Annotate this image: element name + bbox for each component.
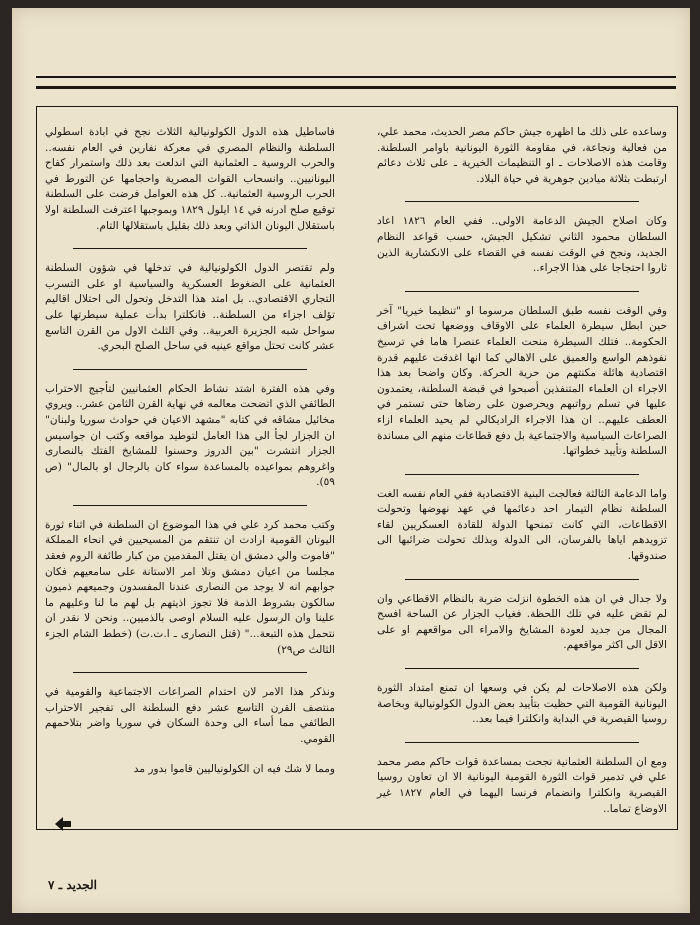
paragraph: ونذكر هذا الامر لان احتدام الصراعات الاجتماعية والقومية في منتصف القرن التاسع عشر دفع السلطنة الى تفجير الاحتراب الطائفي مما أساء الى وحدة السكان في سوريا واضر بتلاحمهم القومي. bbox=[45, 686, 335, 745]
paragraph: وكتب محمد كرد علي في هذا الموضوع ان السلطنة في اثناء ثورة اليونان القومية ارادت ان تنتقم من المسيحيين في انحاء المملكة "فاموت والي دمشق ان يقتل المقدمين من كبار طائفة الروم فعقد مجلسا من اعيان دمشق وتلا امر الاستانة على سامعيهم فكان جوابهم انه لا يوجد من النصارى عندنا المفسدون وجميعهم ذميون سالكون بشروط الذمة فلا تجوز اذيتهم بل لهم ما لنا وعليهم ما علينا وان الرسول عليه السلام اوصى بالذميين.. ونحن لا نقدر ان نتحمل هذه التبعة..." (قتل النصارى ـ ا.ت.ت) (خطط الشام الجزء الثالث ص٢٩) bbox=[45, 518, 335, 656]
article-frame bbox=[36, 106, 678, 830]
paragraph: فاساطيل هذه الدول الكولونيالية الثلاث نجح في ابادة اسطولي السلطنة والنظام المصري في معركة نفارين في العام نفسه.. والحرب الروسية ـ العثمانية التي اندلعت بعد ذلك واستمرار كفاح اليونانيين.. وانسحاب القوات المصرية واحجامها عن التورط في الحرب الروسية العثمانية.. كل هذه العوامل فرضت على السلطنة توقيع صلح ادرنه في ١٤ ايلول ١٨٢٩ وبموجبها اعترفت السلطنة اولا باستقلال اليونان الذاتي وبعد ذلك بقليل باستقلالها التام. bbox=[45, 126, 336, 232]
divider bbox=[73, 505, 307, 506]
header-rule-thin bbox=[36, 76, 676, 78]
divider bbox=[73, 248, 307, 249]
paragraph: ومع ان السلطنة العثمانية نجحت بمساعدة قوات حاكم مصر محمد علي في تدمير قوات الثورة القومية اليونانية الا ان تعاون روسيا القيصرية وانكلترا وانضمام فرنسا اليهما في العام ١٨٢٧ غير الاوضاع تماما.. bbox=[377, 755, 667, 815]
divider bbox=[405, 668, 639, 669]
paragraph: وفي هذه الفترة اشتد نشاط الحكام العثمانيين لتأجيج الاحتراب الطائفي الذي اتضحت معالمه في نهاية القرن الثامن عشر.. ويروي مخائيل مشاقه في كتابه "مشهد الاعيان في حوادث سوريا ولبنان" ان الجزار لجأ الى هذا العامل لتوطيد مواقعه وكتب ان جواسيس الجزار انتشرت "بين الدروز وحسنوا للمشايخ الفتك بالنصارى واغروهم بمواعيده بالمساعدة سواء كان بالرجال او بالمال" (ص ٥٩). bbox=[45, 382, 335, 489]
divider bbox=[405, 742, 639, 743]
header-rule-thick bbox=[36, 86, 676, 89]
paragraph: وكان اصلاح الجيش الدعامة الاولى.. ففي العام ١٨٢٦ اعاد السلطان محمود الثاني تشكيل الجيش، حسب قواعد النظام الجديد، ونجح في الوقت نفسه في القضاء على الانكشارية الذين ثاروا احتجاجا على هذا الاجراء.. bbox=[377, 215, 667, 275]
right-column bbox=[377, 125, 667, 831]
paragraph: ومما لا شك فيه ان الكولونياليين قاموا بدور مد bbox=[133, 762, 335, 775]
divider bbox=[405, 474, 639, 475]
magazine-page bbox=[12, 8, 690, 913]
left-column bbox=[45, 125, 335, 791]
divider bbox=[405, 291, 639, 292]
paragraph: ولكن هذه الاصلاحات لم يكن في وسعها ان تمنع امتداد الثورة اليونانية القومية التي حظيت بتأييد بعض الدول الكولونيالية وبخاصة روسيا القيصرية في البداية وانكلترا فيما بعد.. bbox=[377, 682, 667, 726]
paragraph: وساعده على ذلك ما اظهره جيش حاكم مصر الحديث، محمد علي، من فعالية ونجاعة، في مقاومة الثورة اليونانية باوامر السلطنة. وقامت هذه الاصلاحات ـ او التنظيمات الخيرية ـ على ثلاث دعائم ارتبطت بثلاثة ميادين جوهرية في حياة البلاد. bbox=[377, 126, 667, 185]
paragraph: واما الدعامة الثالثة فعالجت البنية الاقتصادية ففي العام نفسه الغت السلطنة نظام التيمار احد دعائمها في عهد نهوضها وتحولت الاقطاعات، التي كانت تمنحها الدولة للقادة العسكريين لقاء تزويدهم اياها بالفرسان، الى الدولة وبذلك تحولت ضرائبها الى صندوقها. bbox=[377, 487, 667, 563]
divider bbox=[73, 672, 307, 673]
paragraph: ولا جدال في ان هذه الخطوة انزلت ضربة بالنظام الاقطاعي وان لم تقض عليه في تلك اللحظة. فغياب الجزار عن الساحة افسح المجال من جديد لعودة المشايخ والامراء الى مواقعهم او على الاقل الى اكثر مواقعهم. bbox=[377, 592, 667, 652]
paragraph: ولم تقتصر الدول الكولونيالية في تدخلها في شؤون السلطنة العثمانية على الضغوط العسكرية والسياسية او على التسرب التجاري الاقتصادي.. بل امتد هذا التدخل وتحول الى احتلال اقاليم تؤلف اجزاء من السلطنة.. فانكلترا بدأت عملية سيطرتها على سواحل شبه الجزيرة العربية.. وفي الثلث الاول من القرن التاسع عشر كانت تحتل مواقع عينيه في ساحل الصلح البحري. bbox=[45, 262, 335, 353]
divider bbox=[405, 201, 639, 202]
divider bbox=[73, 369, 307, 370]
divider bbox=[405, 579, 639, 580]
page-footer: الجديد ـ ٧ bbox=[48, 878, 97, 892]
paragraph: وفي الوقت نفسه طبق السلطان مرسوما او "تنظيما خيريا" آخر حين ابطل سيطرة العلماء على الاوقاف ووضعها تحت اشراف الحكومة.. فتلك السيطرة منحت العلماء عنصرا هاما في ترسيخ نفوذهم الواسع والعميق على الاهالي كما انها اغدقت عليهم قدرة اقتصادية هائلة مكنتهم من حرية الحركة. وكان واضحا بعد هذا الاجراء ان العلماء المتنفذين أصبحوا في قبضة السلطنة، يعتمدون عليها في تسلم رواتبهم ويحرصون على رضاها حتى تستمر في العطف عليهم.. ان هذا الاجراء الراديكالي لم يحيد العلماء ازاء الصراعات السياسية والاجتماعية بل دفع قطاعات منهم الى مساندة السلطنة وتأييد خطواتها. bbox=[377, 304, 667, 458]
continued-arrow-icon bbox=[53, 815, 73, 833]
